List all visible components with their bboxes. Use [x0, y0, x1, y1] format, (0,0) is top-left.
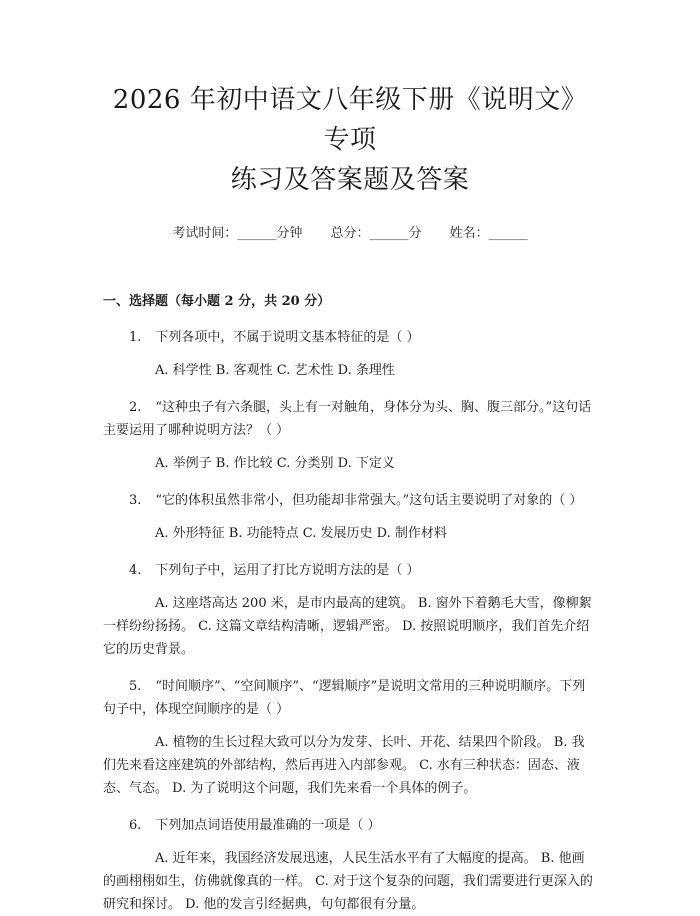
question-stem	[103, 675, 597, 721]
question-stem	[103, 489, 597, 512]
question-text: 下列句子中，运用了打比方说明方法的是（ ）	[155, 563, 420, 578]
question-stem	[103, 814, 597, 837]
question-text: “这种虫子有六条腿，头上有一对触角，身体分为头、胸、腹三部分。”这句话主要运用了哪种说明方法？（ ）	[103, 400, 592, 438]
question-options: A. 植物的生长过程大致可以分为发芽、长叶、开花、结果四个阶段。 B. 我们先来看这座建筑的外部结构，然后再进入内部参观。 C. 水有三种状态：固态、液态、气态。 D. 为了说明这个问题，我们先来看一个具体的例子。	[103, 735, 585, 796]
section-heading: 一、选择题（每小题 2 分，共 20 分）	[103, 294, 331, 309]
title-line-1: 2026 年初中语文八年级下册《说明文》专项	[112, 85, 588, 155]
question-text: 下列各项中，不属于说明文基本特征的是（ ）	[155, 330, 420, 345]
question-number: 1.	[129, 330, 142, 345]
title-line-2: 练习及答案题及答案	[230, 165, 470, 195]
question-number: 2.	[129, 400, 142, 415]
question-3	[103, 489, 597, 545]
question-options: A. 科学性 B. 客观性 C. 艺术性 D. 条理性	[155, 363, 395, 378]
question-stem	[103, 396, 597, 442]
question-5	[103, 675, 597, 800]
question-text: “它的体积虽然非常小，但功能却非常强大。”这句话主要说明了对象的（ ）	[155, 493, 583, 508]
question-4	[103, 559, 597, 661]
question-stem	[103, 326, 597, 349]
question-text: 下列加点词语使用最准确的一项是（ ）	[155, 818, 381, 833]
question-number: 3.	[129, 493, 142, 508]
student-name: 姓名：______	[449, 226, 528, 241]
question-stem	[103, 559, 597, 582]
question-options: A. 举例子 B. 作比较 C. 分类别 D. 下定义	[155, 456, 395, 471]
question-1	[103, 326, 597, 382]
total-score: 总分：______分	[330, 226, 422, 241]
question-text: “时间顺序”、“空间顺序”、“逻辑顺序”是说明文常用的三种说明顺序。下列句子中，体现空间顺序的是（ ）	[103, 679, 586, 717]
question-options: A. 近年来，我国经济发展迅速，人民生活水平有了大幅度的提高。 B. 他画的画栩栩如生，仿佛就像真的一样。 C. 对于这个复杂的问题，我们需要进行更深入的研究和探讨。 D. 他的发言引经据典，句句都很有分量。	[103, 851, 593, 912]
question-options: A. 外形特征 B. 功能特点 C. 发展历史 D. 制作材料	[155, 526, 447, 541]
document-title	[103, 0, 597, 200]
question-6	[103, 814, 597, 916]
question-number: 6.	[129, 818, 142, 833]
question-options: A. 这座塔高达 200 米，是市内最高的建筑。 B. 窗外下着鹅毛大雪，像柳絮一样纷纷扬扬。 C. 这篇文章结构清晰，逻辑严密。 D. 按照说明顺序，我们首先介绍它的历史背景。	[103, 596, 592, 657]
question-number: 5.	[129, 679, 142, 694]
exam-time: 考试时间：______分钟	[172, 226, 303, 241]
exam-info	[103, 224, 597, 244]
question-2	[103, 396, 597, 475]
question-number: 4.	[129, 563, 142, 578]
